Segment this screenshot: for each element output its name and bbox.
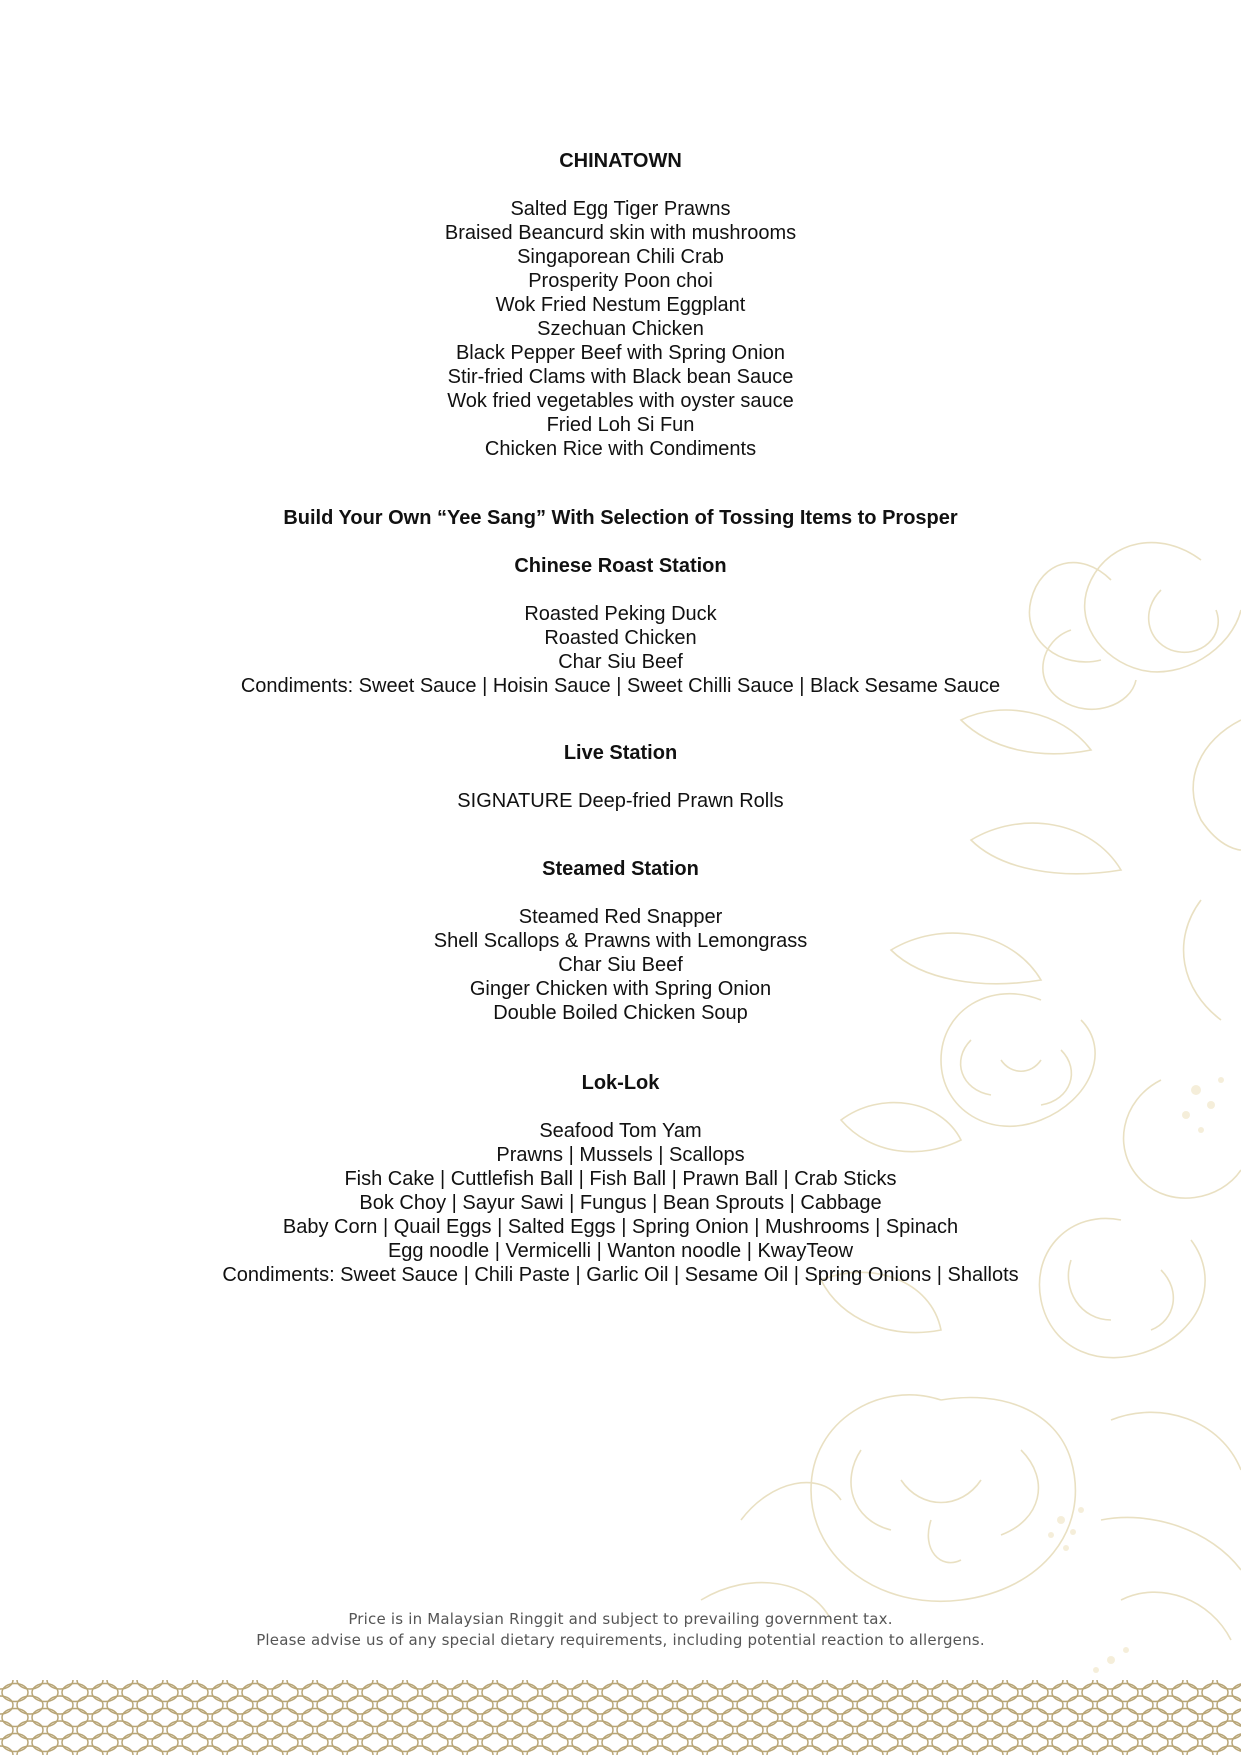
section-lok-lok [0, 1071, 1241, 1287]
menu-item: Wok fried vegetables with oyster sauce [447, 390, 794, 412]
section-title-lok-lok: Lok-Lok [581, 1072, 660, 1094]
menu-item: Baby Corn | Quail Eggs | Salted Eggs | Spring Onion | Mushrooms | Spinach [282, 1216, 959, 1238]
menu-item: Singaporean Chili Crab [517, 246, 724, 268]
section-chinatown [0, 149, 1241, 461]
menu-item: Seafood Tom Yam [539, 1120, 702, 1142]
roast-item-list [0, 602, 1241, 698]
menu-item: SIGNATURE Deep-fried Prawn Rolls [457, 790, 784, 812]
menu-item: Wok Fried Nestum Eggplant [495, 294, 746, 316]
menu-item: Roasted Peking Duck [524, 603, 717, 625]
menu-item: Char Siu Beef [558, 954, 683, 976]
menu-item: Szechuan Chicken [537, 318, 704, 340]
menu-item: Fried Loh Si Fun [546, 414, 695, 436]
menu-item: Prosperity Poon choi [528, 270, 713, 292]
menu-item: Braised Beancurd skin with mushrooms [444, 222, 797, 244]
menu-item: Char Siu Beef [558, 651, 683, 673]
section-title-roast: Chinese Roast Station [514, 555, 727, 577]
menu-item: Condiments: Sweet Sauce | Hoisin Sauce | Sweet Chilli Sauce | Black Sesame Sauce [240, 675, 1001, 697]
loklok-item-list [0, 1119, 1241, 1287]
menu-item: Roasted Chicken [544, 627, 697, 649]
menu-item: Bok Choy | Sayur Sawi | Fungus | Bean Sprouts | Cabbage [359, 1192, 882, 1214]
chinatown-item-list [0, 197, 1241, 461]
section-steamed-station [0, 857, 1241, 1025]
footer-price-note: Price is in Malaysian Ringgit and subject to prevailing government tax. [348, 1610, 893, 1628]
live-item-list [0, 789, 1241, 813]
footer-notice [0, 1609, 1241, 1651]
section-title-live: Live Station [563, 742, 678, 764]
footer-dietary-note: Please advise us of any special dietary requirements, including potential reaction to allergens. [256, 1631, 985, 1649]
section-title-yee-sang: Build Your Own “Yee Sang” With Selection of Tossing Items to Prosper [283, 507, 958, 529]
menu-item: Prawns | Mussels | Scallops [496, 1144, 745, 1166]
menu-item: Salted Egg Tiger Prawns [510, 198, 731, 220]
menu-item: Black Pepper Beef with Spring Onion [455, 342, 786, 364]
menu-item: Shell Scallops & Prawns with Lemongrass [433, 930, 808, 952]
section-title-steamed: Steamed Station [542, 858, 699, 880]
menu-content [0, 149, 1241, 1287]
menu-item: Fish Cake | Cuttlefish Ball | Fish Ball | Prawn Ball | Crab Sticks [344, 1168, 897, 1190]
menu-item: Egg noodle | Vermicelli | Wanton noodle | KwayTeow [387, 1240, 854, 1262]
menu-item: Stir-fried Clams with Black bean Sauce [447, 366, 794, 388]
lattice-border-pattern [0, 1680, 1241, 1755]
section-chinese-roast-station [0, 554, 1241, 698]
menu-item: Ginger Chicken with Spring Onion [469, 978, 772, 1000]
section-yee-sang [0, 506, 1241, 530]
steamed-item-list [0, 905, 1241, 1025]
menu-item: Condiments: Sweet Sauce | Chili Paste | Garlic Oil | Sesame Oil | Spring Onions | Shallots [222, 1264, 1019, 1286]
section-live-station [0, 741, 1241, 813]
menu-item: Double Boiled Chicken Soup [493, 1002, 748, 1024]
menu-item: Steamed Red Snapper [518, 906, 723, 928]
menu-item: Chicken Rice with Condiments [484, 438, 757, 460]
section-title-chinatown: CHINATOWN [559, 150, 682, 172]
